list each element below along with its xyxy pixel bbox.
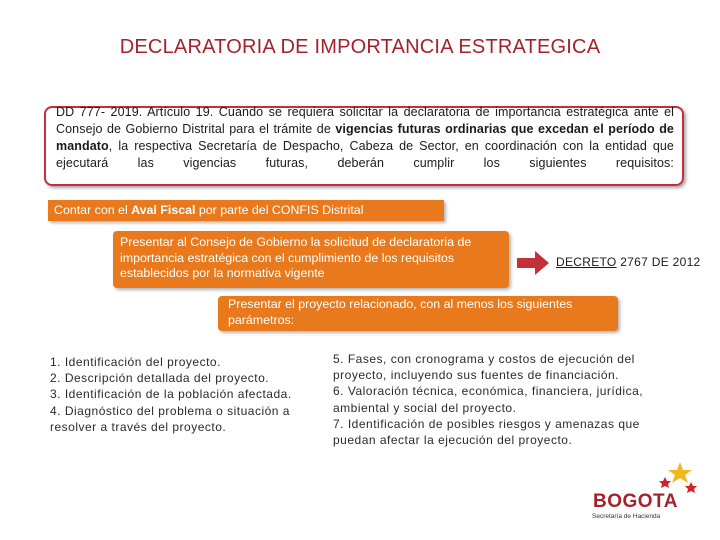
list-item: 3. Identificación de la población afectada.	[50, 387, 292, 402]
box1-suffix: por parte del CONFIS Distrital	[195, 203, 364, 217]
parameters-list-left	[50, 354, 320, 435]
intro-part2: , la respectiva Secretaría de Despacho, Cabeza de Sector, en coordinación con la entidad que ejecutará las vigencias futuras, deberán cumplir los siguientes requisitos:	[56, 139, 674, 170]
list-item: 4. Diagnóstico del problema o situación a resolver a través del proyecto.	[50, 403, 290, 434]
right-arrow-icon	[517, 251, 549, 275]
logo-subtitle: Secretaría de Hacienda	[592, 513, 661, 520]
requirement-consejo-gobierno: Presentar al Consejo de Gobierno la solicitud de declaratoria de importancia estratégica con el cumplimiento de los requisitos establecidos por la normativa vigente	[113, 231, 509, 288]
decreto-reference	[556, 255, 701, 269]
logo-wordmark: BOGOTA	[593, 491, 678, 512]
box1-bold: Aval Fiscal	[131, 203, 196, 217]
intro-text	[56, 104, 674, 172]
parameters-list-right	[333, 351, 663, 448]
requirement-aval-fiscal	[48, 200, 444, 221]
requirement-proyecto: Presentar el proyecto relacionado, con al menos los siguientes parámetros:	[218, 296, 618, 331]
list-item: 7. Identificación de posibles riesgos y amenazas que puedan afectar la ejecución del proyecto.	[333, 416, 640, 448]
box1-prefix: Contar con el	[54, 203, 132, 217]
intro-part1: DD 777- 2019. Artículo 19. Cuando se requiera solicitar la declaratoria de importancia estratégica ante el Consejo de Gobierno Distrital para el trámite de	[56, 105, 674, 136]
list-item: 5. Fases, con cronograma y costos de ejecución del proyecto, incluyendo sus fuentes de financiación.	[333, 352, 635, 383]
list-item: 2. Descripción detallada del proyecto.	[50, 371, 270, 386]
list-item: 6. Valoración técnica, económica, financiera, jurídica, ambiental y social del proyecto.	[333, 384, 644, 415]
decreto-link[interactable]: DECRETO	[556, 255, 617, 269]
intro-bold: vigencias futuras ordinarias que excedan el período de mandato	[56, 122, 674, 153]
list-item: 1. Identificación del proyecto.	[50, 355, 221, 369]
decreto-rest: 2767 DE 2012	[616, 255, 701, 269]
page-title: DECLARATORIA DE IMPORTANCIA ESTRATEGICA	[119, 36, 601, 58]
